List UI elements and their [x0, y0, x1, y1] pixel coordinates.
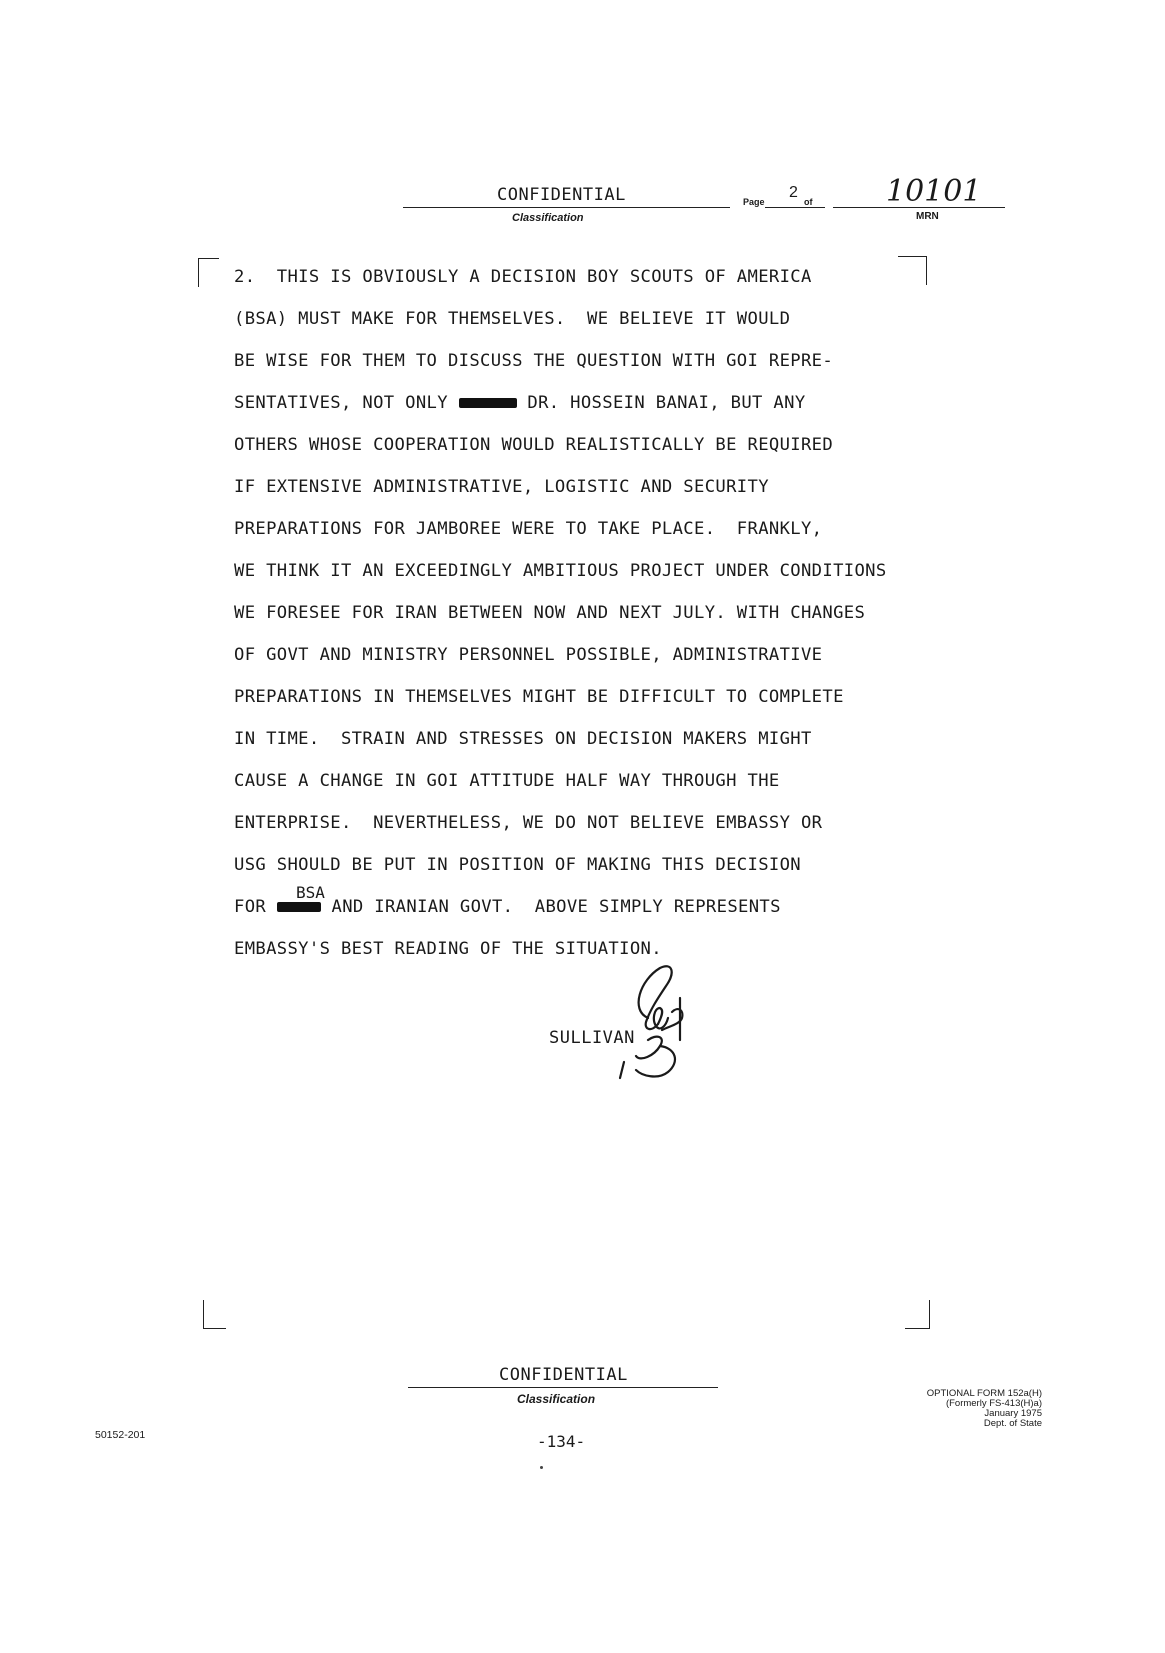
- signature-name: SULLIVAN: [549, 1028, 635, 1048]
- page-number: 2: [789, 184, 798, 201]
- mrn-label: MRN: [916, 211, 939, 222]
- header-classification-rule: [403, 207, 730, 208]
- footer-classification-caption: Classification: [517, 1392, 596, 1406]
- body-line: 2. THIS IS OBVIOUSLY A DECISION BOY SCOUTS OF AMERICA: [234, 267, 812, 287]
- body-line: IN TIME. STRAIN AND STRESSES ON DECISION MAKERS MIGHT: [234, 729, 812, 749]
- page-number-rule: [765, 207, 825, 208]
- body-line-prefix: FOR: [234, 897, 267, 917]
- body-line: WE THINK IT AN EXCEEDINGLY AMBITIOUS PROJECT UNDER CONDITIONS: [234, 561, 887, 581]
- redaction-mark: [459, 398, 517, 408]
- page-marker: -134-: [537, 1432, 586, 1451]
- form-code: 50152-201: [95, 1429, 146, 1441]
- form-designation-line: Dept. of State: [983, 1418, 1042, 1429]
- body-line: PREPARATIONS IN THEMSELVES MIGHT BE DIFFICULT TO COMPLETE: [234, 687, 844, 707]
- form-designation-line: OPTIONAL FORM 152a(H): [926, 1388, 1042, 1399]
- footer-classification: CONFIDENTIAL: [499, 1365, 628, 1385]
- form-designation: [860, 1389, 1042, 1429]
- form-designation-line: (Formerly FS-413(H)a): [945, 1398, 1042, 1409]
- body-line-suffix: AND IRANIAN GOVT. ABOVE SIMPLY REPRESENTS: [331, 897, 781, 917]
- body-line: EMBASSY'S BEST READING OF THE SITUATION.: [234, 939, 662, 959]
- body-line: WE FORESEE FOR IRAN BETWEEN NOW AND NEXT JULY. WITH CHANGES: [234, 603, 866, 623]
- redaction-mark: [277, 902, 321, 912]
- body-line: PREPARATIONS FOR JAMBOREE WERE TO TAKE PLACE. FRANKLY,: [234, 519, 823, 539]
- body-line: [234, 393, 806, 413]
- corner-mark-top-right: [898, 256, 927, 285]
- body-line: BE WISE FOR THEM TO DISCUSS THE QUESTION WITH GOI REPRE-: [234, 351, 834, 371]
- handwritten-signature-icon: [600, 960, 710, 1080]
- body-line: [234, 897, 781, 917]
- form-designation-line: January 1975: [984, 1408, 1042, 1419]
- body-line: ENTERPRISE. NEVERTHELESS, WE DO NOT BELIEVE EMBASSY OR: [234, 813, 823, 833]
- body-line: CAUSE A CHANGE IN GOI ATTITUDE HALF WAY THROUGH THE: [234, 771, 780, 791]
- of-label: of: [804, 197, 813, 207]
- mrn-number: 10101: [886, 174, 982, 209]
- body-line: IF EXTENSIVE ADMINISTRATIVE, LOGISTIC AND SECURITY: [234, 477, 769, 497]
- body-line: (BSA) MUST MAKE FOR THEMSELVES. WE BELIEVE IT WOULD: [234, 309, 791, 329]
- corner-mark-top-left: [198, 258, 219, 287]
- header-classification: CONFIDENTIAL: [497, 185, 626, 205]
- body-line: OF GOVT AND MINISTRY PERSONNEL POSSIBLE, ADMINISTRATIVE: [234, 645, 823, 665]
- footer-classification-rule: [408, 1387, 718, 1388]
- page-label: Page: [743, 197, 765, 207]
- stray-mark: [540, 1466, 543, 1469]
- body-line-suffix: DR. HOSSEIN BANAI, BUT ANY: [527, 393, 806, 413]
- body-line-prefix: SENTATIVES, NOT ONLY: [234, 393, 448, 413]
- corner-mark-bottom-right: [905, 1300, 930, 1329]
- body-line: OTHERS WHOSE COOPERATION WOULD REALISTICALLY BE REQUIRED: [234, 435, 834, 455]
- handwritten-insert-bsa: BSA: [296, 883, 325, 902]
- header-classification-caption: Classification: [512, 212, 584, 224]
- corner-mark-bottom-left: [203, 1300, 226, 1329]
- body-line: USG SHOULD BE PUT IN POSITION OF MAKING THIS DECISION: [234, 855, 801, 875]
